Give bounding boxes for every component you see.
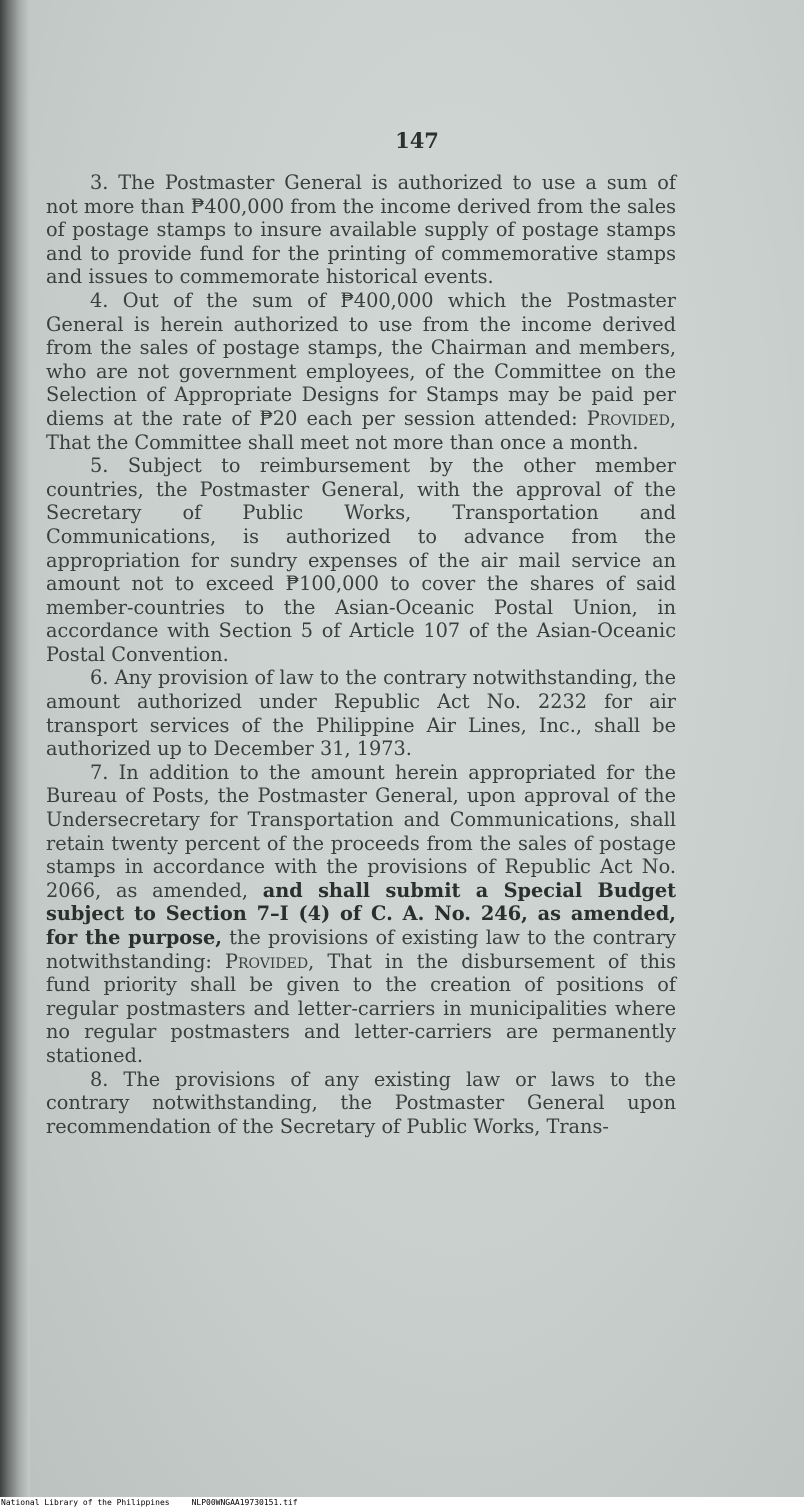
text-run: 3. The Postmaster General is authorized to use a sum of not more than ₱400,000 from the income derived from the sales of postage stamps to insure available supply of postage stamps and to provide fund for the printing of commemorative stamps and issues to commemorate historical events. [46,171,676,289]
text-run: 8. The provisions of any existing law or laws to the contrary notwithstanding, the Postmaster General upon recommendation of the Secretary of Public Works, Trans- [46,1067,676,1138]
footer-library: National Library of the Philippines [1,1498,170,1507]
text-run: 7. In addition to the amount herein appropriated for the Bureau of Posts, the Postmaster General, upon approval of the Undersecretary for Transportation and Communications, shall retain twenty percent of the proceeds from the sales of postage stamps in accordance with the provisions of Republic Act No. 2066, as amended, [46,760,676,902]
text-run: 5. Subject to reimbursement by the other member countries, the Postmaster General, with the approval of the Secretary of Public Works, Transportation and Communications, is authorized to advance from the appropriation for sundry expenses of the air mail service an amount not to exceed ₱100,000 to cover the shares of said member-countries to the Asian-Oceanic Postal Union, in accordance with Section 5 of Article 107 of the Asian-Oceanic Postal Convention. [46,454,676,666]
paragraph-5 [46,454,676,666]
text-run: 4. Out of the sum of ₱400,000 which the Postmaster General is herein authorized to use from the income derived from the sales of postage stamps, the Chairman and members, who are not government employees, of the Committee on the Selection of Appropriate Designs for Stamps may be paid per diems at the rate of ₱20 each per session attended: [46,288,676,430]
page-number: 147 [395,128,439,153]
paragraph-4 [46,289,676,454]
paragraph-7 [46,761,676,1068]
text-run: , That the Committee shall meet not more than once a month. [46,406,676,454]
emphasized-text: and shall submit a Special Budget subject to Section 7–I (4) of C. A. No. 246, as amended, for the purpose, [46,878,676,949]
book-binding-shadow [0,0,30,1498]
paragraph-8 [46,1068,676,1139]
document-page [30,0,804,1498]
paragraph-3 [46,171,676,289]
text-run: , That in the disbursement of this fund priority shall be given to the creation of positions of regular postmasters and letter-carriers in municipalities where no regular postmasters and letter-carriers are permanently stationed. [46,949,676,1067]
footer-filename: NLP00WNGAA19730151.tif [191,1498,298,1507]
proviso-term: Provided [225,949,309,973]
proviso-term: Provided [586,406,670,430]
scan-footer [0,1497,804,1508]
body-text [46,171,676,1138]
paragraph-6 [46,666,676,760]
text-run: the provisions of existing law to the contrary notwithstanding: [46,926,676,973]
text-run: 6. Any provision of law to the contrary notwithstanding, the amount authorized under Republic Act No. 2232 for air transport services of the Philippine Air Lines, Inc., shall be authorized up to December 31, 1973. [46,666,676,761]
